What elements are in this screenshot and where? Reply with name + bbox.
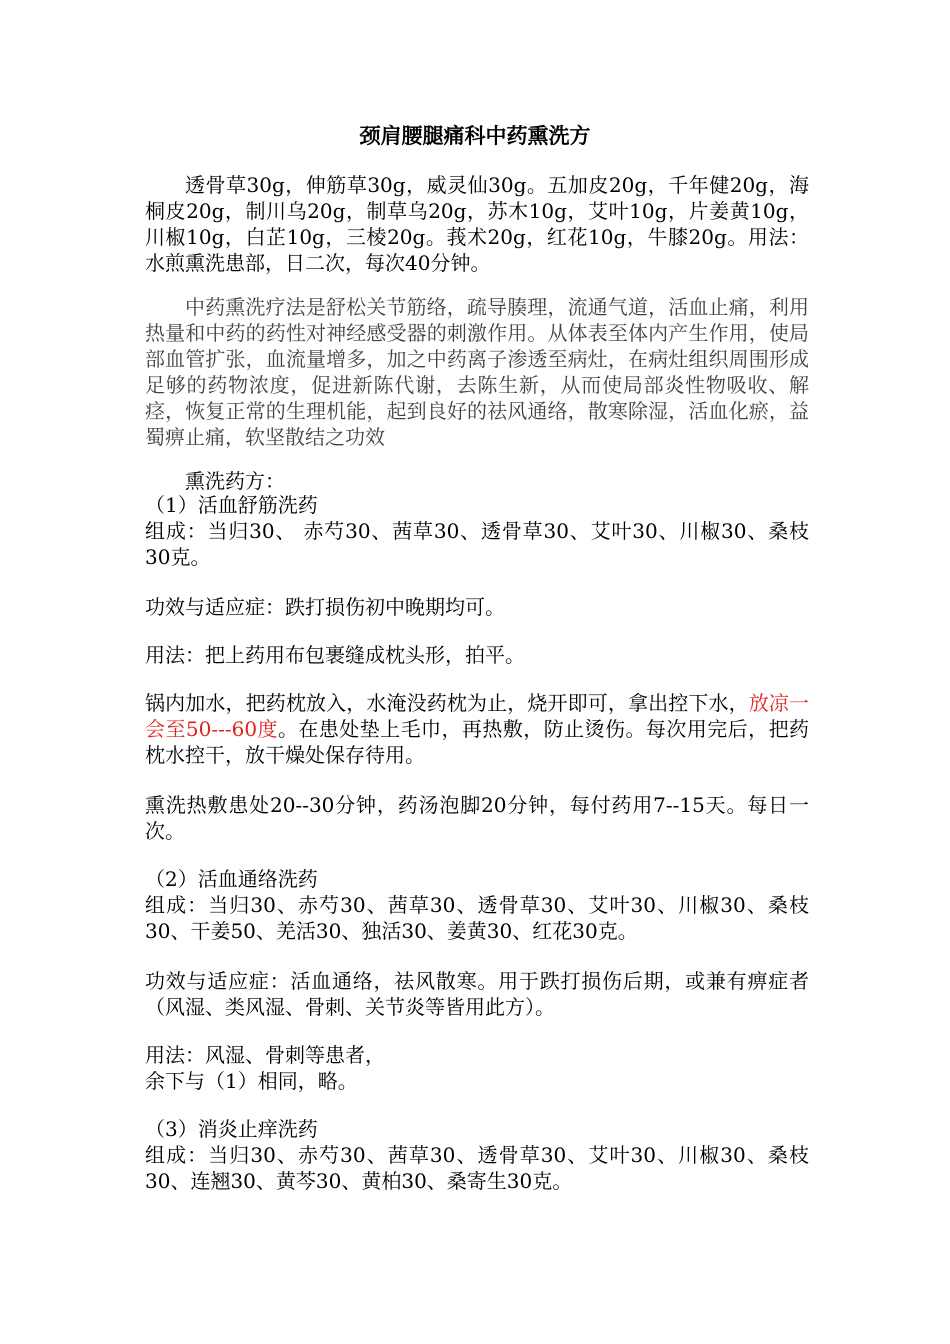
recipe1-schedule: 熏洗热敷患处20--30分钟，药汤泡脚20分钟，每付药用7--15天。每日一次。	[145, 793, 809, 843]
therapy-description: 中药熏洗疗法是舒松关节筋络，疏导腠理，流通气道，活血止痛，利用热量和中药的药性对神经感受器的刺激作用。从体表至体内产生作用，使局部血管扩张，血流量增多，加之中药离子渗透至病灶，在病灶组织周围形成足够的药物浓度，促进新陈代谢，去陈生新，从而使局部炎性物吸收、解痉，恢复正常的生理机能，起到良好的祛风通络，散寒除湿，活血化瘀，益蜀痹止痛，软坚散结之功效	[145, 295, 809, 449]
recipe2-usage: 用法：风湿、骨刺等患者，	[145, 1043, 385, 1067]
formula-intro: 透骨草30g，伸筋草30g，威灵仙30g。五加皮20g，千年健20g，海桐皮20g，制川乌20g，制草乌20g，苏木10g，艾叶10g，片姜黄10g，川椒10g，白芷10g，三棱20g。莪术20g，红花10g，牛膝20g。用法：水煎熏洗患部，日二次，每次40分钟。	[145, 173, 809, 275]
recipe3-composition: 组成：当归30、赤芍30、茜草30、透骨草30、艾叶30、川椒30、桑枝30、连翘30、黄芩30、黄柏30、桑寄生30克。	[145, 1143, 809, 1193]
recipe1-steps-after: 。在患处垫上毛巾，再热敷，防止烫伤。每次用完后，把药枕水控干，放干燥处保存待用。	[145, 717, 810, 767]
recipe1-heading: （1）活血舒筋洗药	[145, 493, 318, 517]
recipe3-heading: （3）消炎止痒洗药	[145, 1117, 318, 1141]
recipe2-heading: （2）活血通络洗药	[145, 867, 318, 891]
recipe2-usage-rest: 余下与（1）相同，略。	[145, 1069, 358, 1093]
recipe2-indications: 功效与适应症：活血通络，祛风散寒。用于跌打损伤后期，或兼有痹症者（风湿、类风湿、骨刺、关节炎等皆用此方）。	[145, 969, 809, 1019]
section-heading: 熏洗药方：	[185, 469, 285, 493]
page-title: 颈肩腰腿痛科中药熏洗方	[359, 124, 591, 148]
recipe1-indications: 功效与适应症：跌打损伤初中晚期均可。	[145, 595, 505, 619]
recipe1-steps-highlight: 放凉一会至50---60度	[145, 691, 809, 741]
recipe1-composition: 组成：当归30、 赤芍30、茜草30、透骨草30、艾叶30、川椒30、桑枝30克。	[145, 519, 809, 569]
recipe2-composition: 组成：当归30、赤芍30、茜草30、透骨草30、艾叶30、川椒30、桑枝30、干姜50、羌活30、独活30、姜黄30、红花30克。	[145, 893, 809, 943]
recipe1-steps-before: 锅内加水，把药枕放入，水淹没药枕为止，烧开即可，拿出控下水，	[145, 691, 749, 715]
recipe1-usage: 用法：把上药用布包裹缝成枕头形，拍平。	[145, 643, 525, 667]
recipe1-steps	[145, 690, 809, 768]
